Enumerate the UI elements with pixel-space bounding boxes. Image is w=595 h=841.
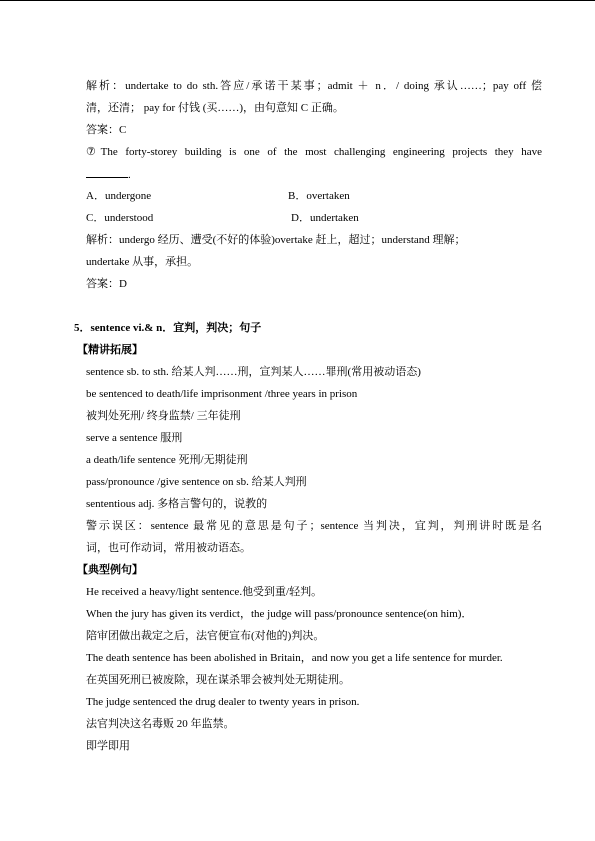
- q8-stem: ⑦The forty-storey building is one of the most challenging engineering projects they have: [86, 146, 542, 158]
- examples-heading: 【典型例句】: [77, 564, 143, 576]
- q8-option-b: B．overtaken: [288, 190, 350, 202]
- example-line: 陪审团做出裁定之后，法官便宣布(对他的)判决。: [86, 630, 325, 642]
- expand-line: 被判处死刑/ 终身监禁/ 三年徒刑: [86, 410, 241, 422]
- example-line: The judge sentenced the drug dealer to twenty years in prison.: [86, 696, 360, 708]
- example-line: He received a heavy/light sentence.他受到重/轻判。: [86, 586, 323, 598]
- example-line: 法官判决这名毒贩 20 年监禁。: [86, 718, 235, 730]
- practice-heading: 即学即用: [86, 740, 130, 752]
- example-line: The death sentence has been abolished in Britain，and now you get a life sentence for murder.: [86, 652, 503, 664]
- q7-analysis-line-2: 清，还清； pay for 付钱 (买……)，由句意知 C 正确。: [86, 102, 344, 114]
- expand-line: sentence sb. to sth. 给某人判……刑，宣判某人……罪刑(常用被动语态): [86, 366, 421, 378]
- example-line: 在英国死刑已被废除，现在谋杀罪会被判处无期徒刑。: [86, 674, 350, 686]
- q8-answer: 答案：D: [86, 278, 127, 290]
- q7-analysis-line-1: 解析：undertake to do sth.答应/承诺干某事；admit ＋ n．/ doing 承认……；pay off 偿: [86, 80, 542, 92]
- expand-line: a death/life sentence 死刑/无期徒刑: [86, 454, 248, 466]
- page-top-border: [0, 0, 595, 1]
- expand-line: sententious adj. 多格言警句的，说教的: [86, 498, 268, 510]
- warning-line-1: 警示误区：sentence 最常见的意思是句子；sentence 当判决，宜判，判刑讲时既是名: [86, 520, 542, 532]
- q8-analysis-line-2: undertake 从事，承担。: [86, 256, 199, 268]
- q8-stem-blank-line: [86, 167, 131, 182]
- q7-answer: 答案：C: [86, 124, 127, 136]
- warning-line-2: 词，也可作动词，常用被动语态。: [86, 542, 251, 554]
- answer-blank: [86, 167, 128, 178]
- q8-option-d: D．undertaken: [291, 212, 359, 224]
- q8-option-c: C．understood: [86, 212, 154, 224]
- q8-stem-end: .: [128, 169, 131, 181]
- expand-heading: 【精讲拓展】: [77, 344, 143, 356]
- q8-option-a: A．undergone: [86, 190, 152, 202]
- expand-line: serve a sentence 服刑: [86, 432, 183, 444]
- section-5-title: 5．sentence vi.& n．宜判，判决；句子: [74, 322, 262, 334]
- expand-line: be sentenced to death/life imprisonment /three years in prison: [86, 388, 358, 400]
- expand-line: pass/pronounce /give sentence on sb. 给某人判刑: [86, 476, 307, 488]
- q8-analysis-line-1: 解析：undergo 经历、遭受(不好的体验)overtake 赶上，超过；understand 理解；: [86, 234, 466, 246]
- example-line: When the jury has given its verdict，the judge will pass/pronounce sentence(on him)．: [86, 608, 473, 620]
